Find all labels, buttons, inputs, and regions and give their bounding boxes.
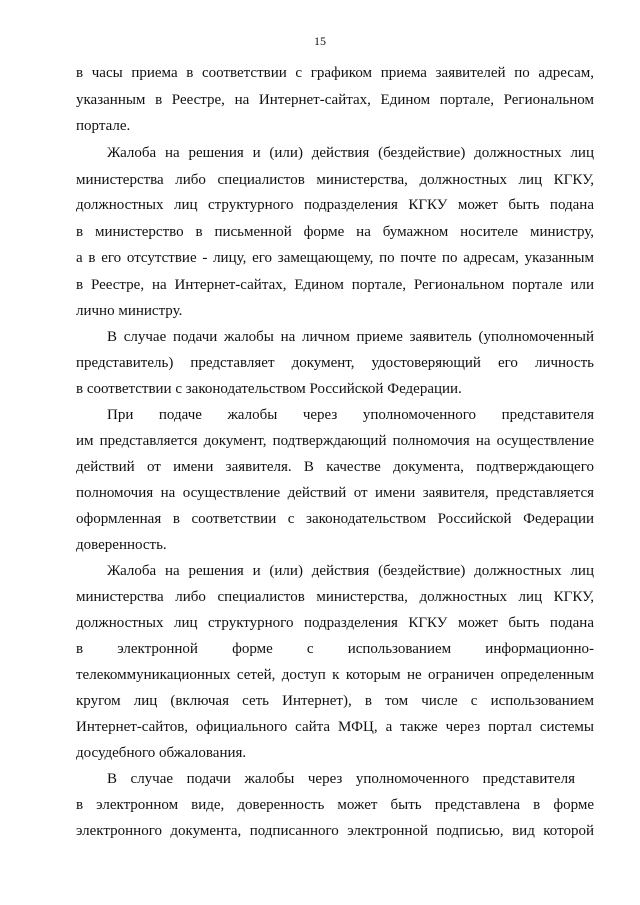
text-line: Жалоба на решения и (или) действия (бездействие) должностных лиц: [107, 145, 594, 161]
page-number: 15: [314, 34, 326, 48]
text-line: в электронной форме с использованием информационно-: [76, 641, 594, 657]
text-line: им представляется документ, подтверждающий полномочия на осуществление: [76, 433, 594, 449]
text-line: В случае подачи жалобы через уполномоченного представителя: [107, 771, 575, 787]
text-line: телекоммуникационных сетей, доступ к которым не ограничен определенным: [76, 667, 594, 683]
text-line: в Реестре, на Интернет-сайтах, Едином портале, Региональном портале или: [76, 277, 594, 293]
text-line: в соответствии с законодательством Российской Федерации.: [76, 381, 462, 397]
text-line: действий от имени заявителя. В качестве документа, подтверждающего: [76, 459, 594, 475]
text-line: доверенность.: [76, 537, 167, 553]
text-line: досудебного обжалования.: [76, 745, 247, 761]
text-line: портале.: [76, 118, 131, 134]
text-line: в электронном виде, доверенность может быть представлена в форме: [76, 797, 594, 813]
text-line: Интернет-сайтов, официального сайта МФЦ, а также через портал системы: [76, 719, 594, 735]
text-line: Жалоба на решения и (или) действия (бездействие) должностных лиц: [107, 563, 594, 579]
text-line: кругом лиц (включая сеть Интернет), в том числе с использованием: [76, 693, 594, 709]
text-line: оформленная в соответствии с законодательством Российской Федерации: [76, 511, 594, 527]
text-line: а в его отсутствие - лицу, его замещающему, по почте по адресам, указанным: [76, 250, 594, 266]
text-line: электронного документа, подписанного электронной подписью, вид которой: [76, 823, 594, 839]
text-line: должностных лиц структурного подразделения КГКУ может быть подана: [76, 615, 594, 631]
text-line: При подаче жалобы через уполномоченного представителя: [107, 407, 594, 423]
text-line: полномочия на осуществление действий от имени заявителя, представляется: [76, 485, 594, 501]
text-line: в часы приема в соответствии с графиком приема заявителей по адресам,: [76, 65, 594, 81]
text-line: указанным в Реестре, на Интернет-сайтах, Едином портале, Региональном: [76, 92, 594, 108]
text-line: лично министру.: [76, 303, 183, 319]
text-line: министерства либо специалистов министерства, должностных лиц КГКУ,: [76, 172, 594, 188]
text-line: в министерство в письменной форме на бумажном носителе министру,: [76, 224, 594, 240]
text-line: министерства либо специалистов министерства, должностных лиц КГКУ,: [76, 589, 594, 605]
text-line: представитель) представляет документ, удостоверяющий его личность: [76, 355, 594, 371]
text-line: должностных лиц структурного подразделения КГКУ может быть подана: [76, 197, 594, 213]
text-line: В случае подачи жалобы на личном приеме заявитель (уполномоченный: [107, 329, 594, 345]
